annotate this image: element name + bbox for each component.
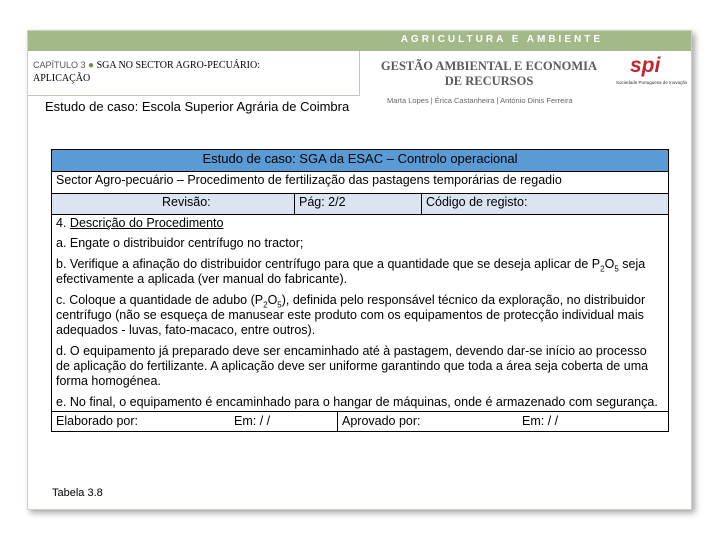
signature-row <box>52 412 669 432</box>
prepared-date: Em: / / <box>230 412 338 431</box>
table-title: Estudo de caso: SGA da ESAC – Controlo operacional <box>52 150 669 172</box>
signature-cell <box>52 412 669 432</box>
approved-date: Em: / / <box>522 414 559 428</box>
slide <box>27 30 692 510</box>
step-b: b. Verifique a afinação do distribuidor centrífugo para que a quantidade que se deseja aplicar de $P_2O_5$ seja efectivamente a aplicada (ver manual do fabricante). <box>56 257 646 286</box>
step-a: a. Engate o distribuidor centrífugo no tractor; <box>56 236 304 250</box>
spi-logo <box>616 54 688 87</box>
section-title: Descrição do Procedimento <box>69 216 224 230</box>
authors: Marta Lopes | Érica Castanheira | António Dinis Ferreira <box>387 96 573 105</box>
section-number: 4. <box>56 216 67 230</box>
chapter-number: CAPÍTULO 3 <box>33 60 86 70</box>
approved-by-label: Aprovado por: <box>342 414 421 428</box>
step-e: e. No final, o equipamento é encaminhado para o hangar de máquinas, onde é armazenado com segurança. <box>56 395 658 409</box>
book-title-line2: DE RECURSOS <box>444 74 534 88</box>
prepared-by-label: Elaborado por: <box>56 414 139 428</box>
table-caption: Tabela 3.8 <box>52 487 103 499</box>
bullet-icon: ● <box>88 60 95 71</box>
procedure-table <box>51 149 669 432</box>
step-c: c. Coloque a quantidade de adubo $(P_2O_5)$, definida pelo responsável técnico da exploração, no distribuidor centrífugo (não se esqueça de manusear este produto com os equipamentos de protecção individual mais adequados - luvas, fato-macaco, entre outros). <box>56 293 646 337</box>
step-d: d. O equipamento já preparado deve ser encaminhado até à pastagem, devendo dar-se início ao processo de aplicação do fertilizante. A aplicação deve ser uniforme garantindo que toda a área seja coberta de uma forma homogénea. <box>56 344 649 388</box>
spi-logo-mark: spi <box>630 54 661 77</box>
spi-logo-subtitle: Sociedade Portuguesa de Inovação <box>616 80 688 85</box>
table-subtitle: Sector Agro-pecuário – Procedimento de fertilização das pastagens temporárias de regadio <box>52 172 669 194</box>
page-label: Pág: 2/2 <box>295 194 422 215</box>
book-title-line1: GESTÃO AMBIENTAL E ECONOMIA <box>380 59 598 73</box>
case-study-title: Estudo de caso: Escola Superior Agrária de Coimbra <box>45 99 350 114</box>
procedure-description <box>52 215 669 412</box>
chapter-title <box>33 59 260 85</box>
banner-text: AGRICULTURA E AMBIENTE <box>400 34 603 45</box>
revision-label: Revisão: <box>52 194 295 215</box>
registry-label: Código de registo: <box>422 194 669 215</box>
revision-row <box>52 194 669 215</box>
chapter-title-line2: APLICAÇÃO <box>33 73 91 84</box>
section-heading <box>56 216 664 231</box>
top-banner <box>28 31 691 51</box>
chapter-title-line1: SGA NO SECTOR AGRO-PECUÁRIO: <box>96 60 261 71</box>
book-title <box>378 59 600 89</box>
chapter-header <box>28 51 360 96</box>
